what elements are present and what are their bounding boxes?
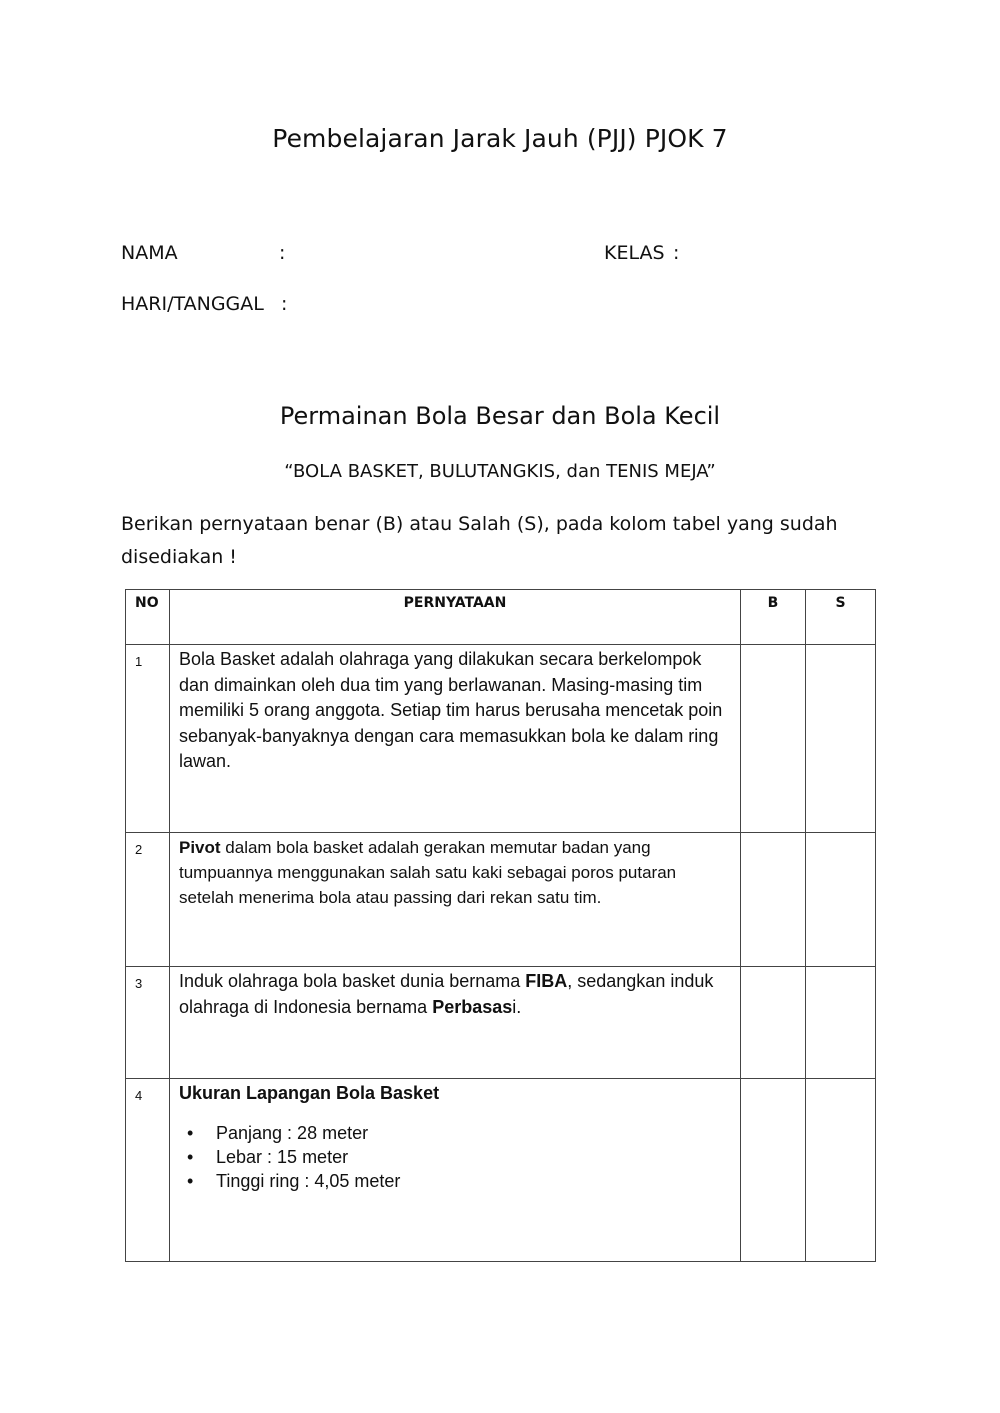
statement-table <box>125 589 876 1262</box>
answer-s-cell[interactable] <box>806 1079 876 1262</box>
statement-bold-term: Perbasas <box>432 996 513 1017</box>
nama-colon: : <box>279 242 286 264</box>
section-subtitle: “BOLA BASKET, BULUTANGKIS, dan TENIS MEJA” <box>284 461 716 482</box>
table-row <box>126 833 876 967</box>
statement-bold-term: Pivot <box>179 838 221 857</box>
statement-bold-term: FIBA <box>525 971 568 991</box>
table-row <box>126 1079 876 1262</box>
table-header-row <box>126 590 876 645</box>
list-item: • Tinggi ring : 4,05 meter <box>216 1169 732 1193</box>
nama-label: NAMA <box>121 242 178 264</box>
header-no: NO <box>126 590 170 645</box>
header-s: S <box>806 590 876 645</box>
statement-text: dalam bola basket adalah gerakan memutar badan yang tumpuannya menggunakan salah satu kaki sebagai poros putaran setelah menerima bola atau passing dari rekan satu tim. <box>179 838 677 907</box>
list-item: • Panjang : 28 meter <box>216 1121 732 1145</box>
kelas-colon: : <box>673 242 680 264</box>
list-item: • Lebar : 15 meter <box>216 1145 732 1169</box>
statement-cell <box>170 833 741 967</box>
header-statement: PERNYATAAN <box>170 590 741 645</box>
answer-s-cell[interactable] <box>806 967 876 1079</box>
statement-text: i. <box>512 996 522 1017</box>
answer-b-cell[interactable] <box>741 967 806 1079</box>
statement-heading: Ukuran Lapangan Bola Basket <box>179 1083 440 1103</box>
answer-b-cell[interactable] <box>741 645 806 833</box>
statement-text: Induk olahraga bola basket dunia bernama <box>179 971 526 991</box>
row-number: 2 <box>126 833 170 967</box>
hari-tanggal-label: HARI/TANGGAL <box>121 293 264 315</box>
hari-tanggal-colon: : <box>281 293 288 315</box>
statement-text: , sedangkan induk olahraga di Indonesia bernama <box>179 971 714 1017</box>
table-row <box>126 967 876 1079</box>
statement-cell <box>170 967 741 1079</box>
answer-b-cell[interactable] <box>741 833 806 967</box>
row-number: 4 <box>126 1079 170 1262</box>
header-b: B <box>741 590 806 645</box>
kelas-label: KELAS <box>604 242 665 264</box>
row-number: 1 <box>126 645 170 833</box>
row-number: 3 <box>126 967 170 1079</box>
answer-b-cell[interactable] <box>741 1079 806 1262</box>
section-title: Permainan Bola Besar dan Bola Kecil <box>279 402 721 430</box>
instruction-text: Berikan pernyataan benar (B) atau Salah (S), pada kolom tabel yang sudah disediakan ! <box>121 513 838 568</box>
answer-s-cell[interactable] <box>806 833 876 967</box>
statement-cell <box>170 1079 741 1262</box>
statement-cell: Bola Basket adalah olahraga yang dilakukan secara berkelompok dan dimainkan oleh dua tim yang berlawanan. Masing-masing tim memiliki 5 orang anggota. Setiap tim harus berusaha mencetak poin sebanyak-banyaknya dengan cara memasukkan bola ke dalam ring lawan. <box>170 645 741 833</box>
dimension-list <box>179 1121 732 1193</box>
table-row <box>126 645 876 833</box>
page-title: Pembelajaran Jarak Jauh (PJJ) PJOK 7 <box>272 124 728 153</box>
answer-s-cell[interactable] <box>806 645 876 833</box>
